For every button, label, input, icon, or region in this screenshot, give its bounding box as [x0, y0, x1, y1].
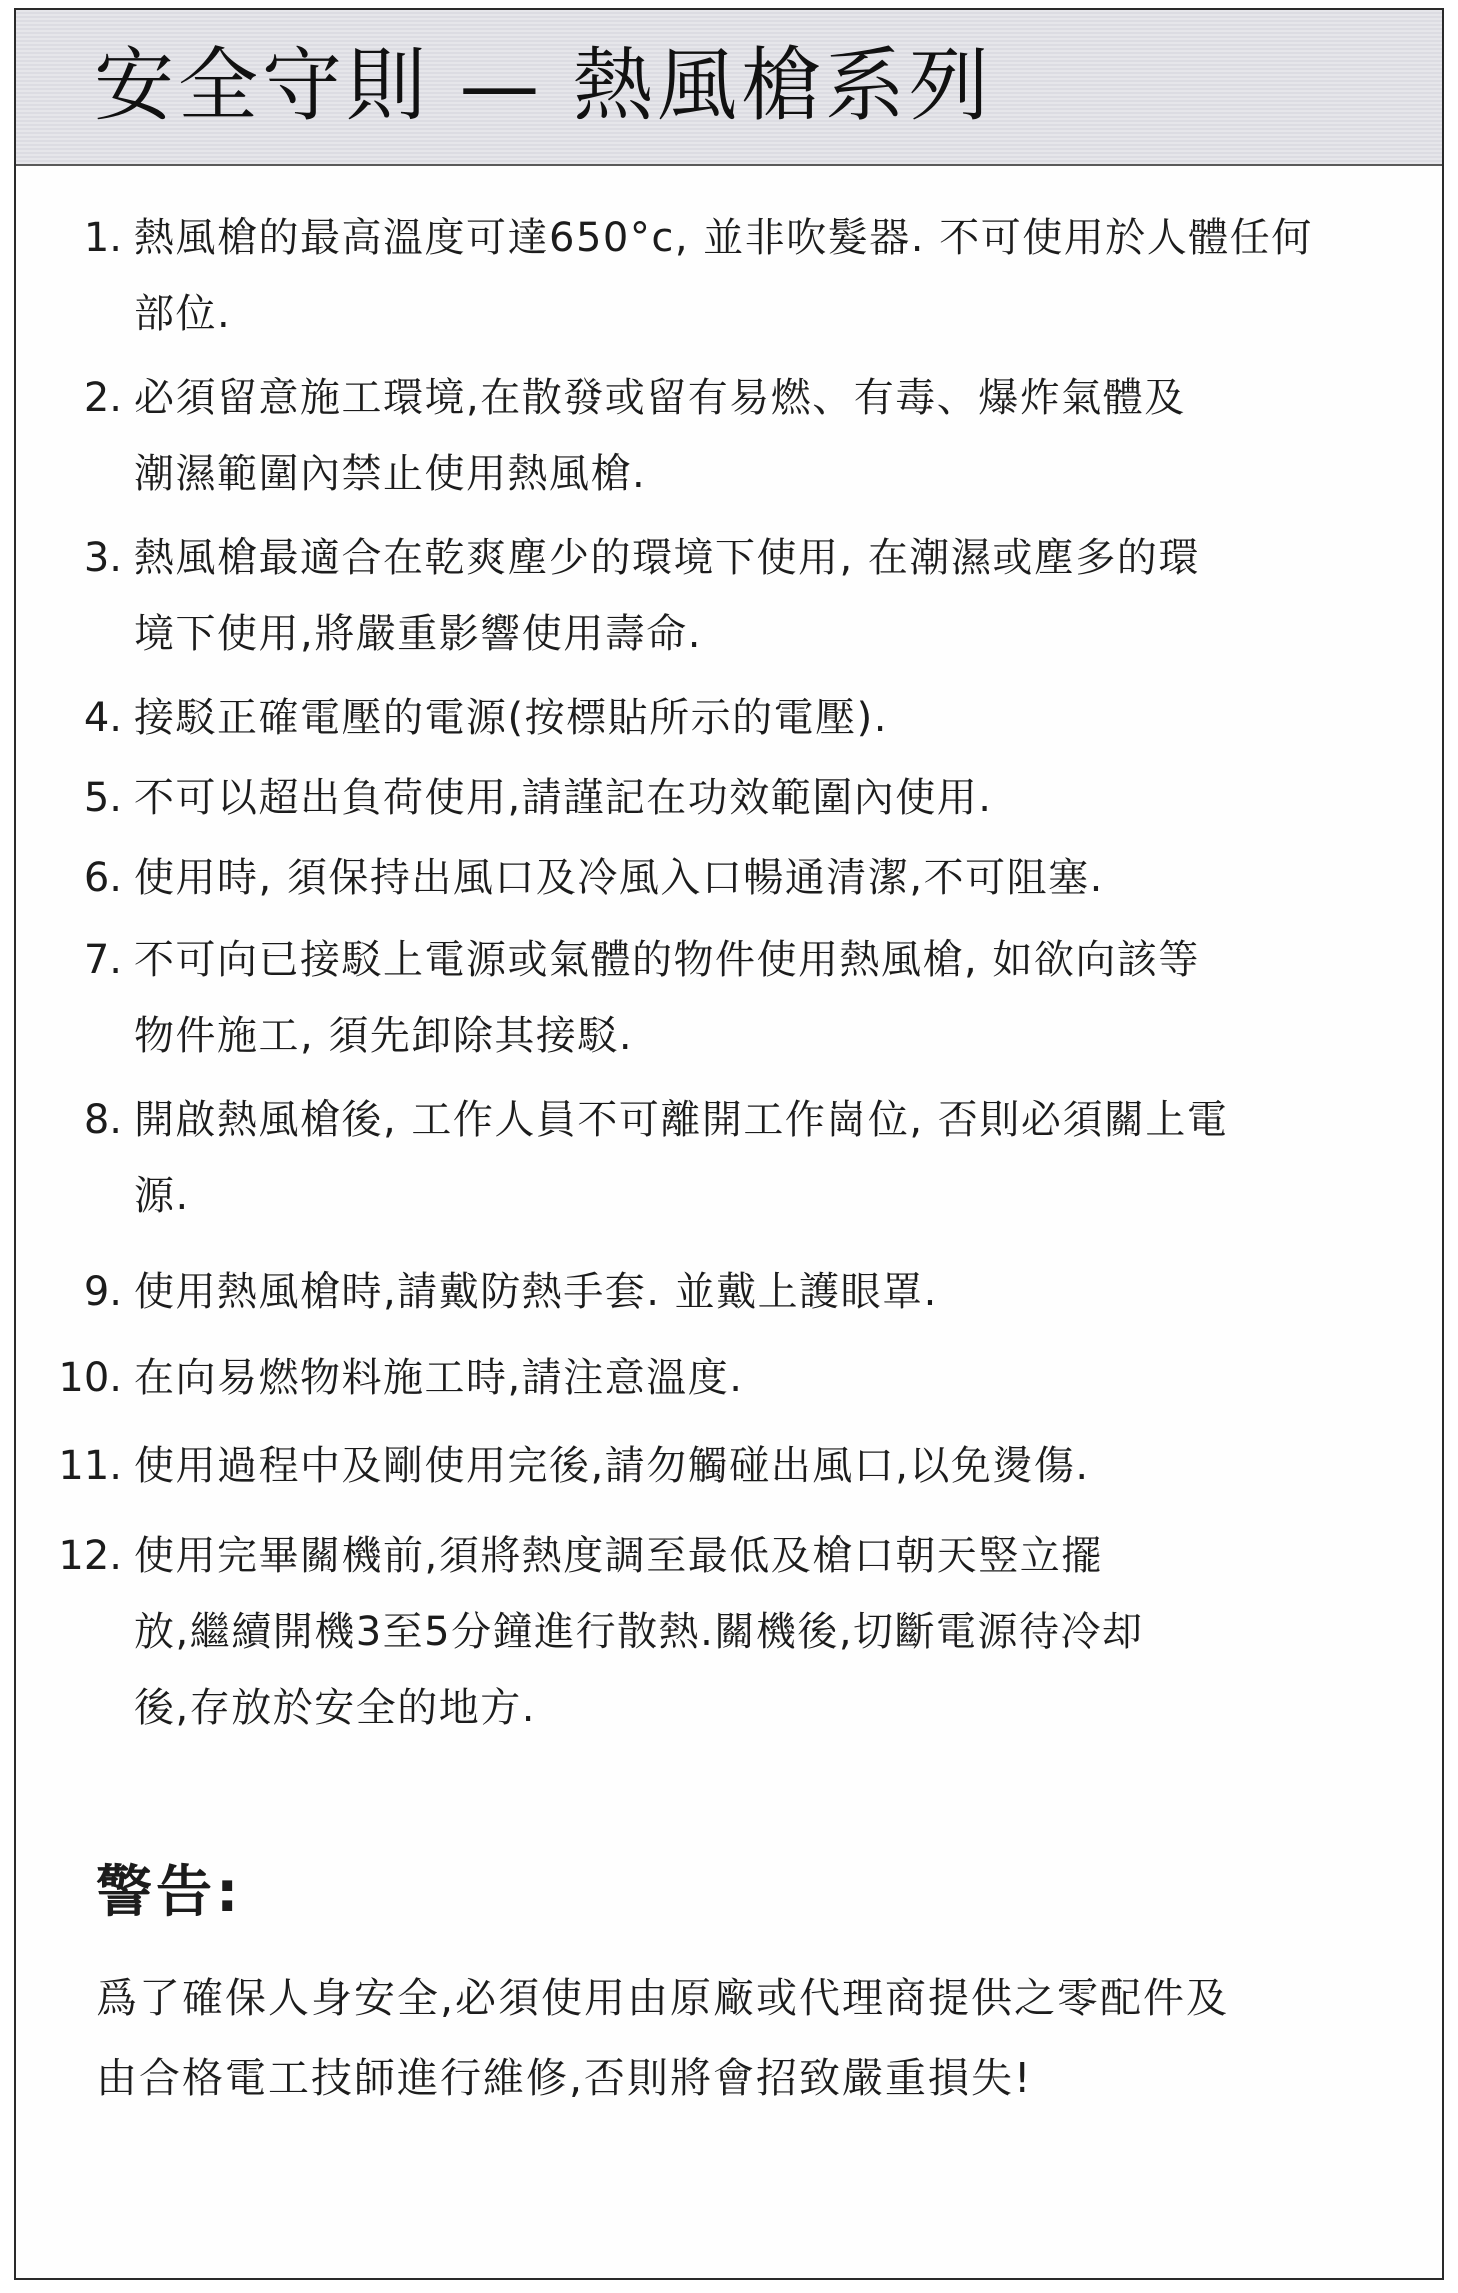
- rule-text: 熱風槍的最高溫度可達650°c, 並非吹髮器. 不可使用於人體任何 部位.: [134, 215, 1313, 337]
- safety-sheet: [14, 8, 1444, 2280]
- rule-number: 8.: [83, 1097, 122, 1143]
- rule-text: 使用熱風槍時,請戴防熱手套. 並戴上護眼罩.: [134, 1269, 938, 1315]
- rule-number: 3.: [83, 535, 122, 581]
- rule-number: 12.: [58, 1533, 122, 1579]
- rule-text: 使用時, 須保持出風口及冷風入口暢通清潔,不可阻塞.: [134, 855, 1104, 901]
- rule-text: 接駁正確電壓的電源(按標貼所示的電壓).: [134, 695, 888, 741]
- rule-text: 必須留意施工環境,在散發或留有易燃、有毒、爆炸氣體及 潮濕範圍內禁止使用熱風槍.: [134, 375, 1186, 497]
- rule-number: 6.: [83, 855, 122, 901]
- rule-text: 不可以超出負荷使用,請謹記在功效範圍內使用.: [134, 775, 993, 821]
- rule-number: 10.: [58, 1355, 122, 1401]
- warning-heading: 警告:: [96, 1860, 243, 1925]
- page-title: 安全守則 — 熱風槍系列: [94, 39, 993, 132]
- rule-text: 不可向已接駁上電源或氣體的物件使用熱風槍, 如欲向該等 物件施工, 須先卸除其接駁.: [134, 937, 1200, 1059]
- rule-number: 11.: [58, 1443, 122, 1489]
- rule-text: 開啟熱風槍後, 工作人員不可離開工作崗位, 否則必須關上電 源.: [134, 1097, 1229, 1219]
- rule-number: 9.: [83, 1269, 122, 1315]
- rule-number: 4.: [83, 695, 122, 741]
- rule-text: 使用完畢關機前,須將熱度調至最低及槍口朝天竪立擺 放,繼續開機3至5分鐘進行散熱.關機後,切斷電源待冷却 後,存放於安全的地方.: [134, 1533, 1144, 1731]
- title-band: [16, 10, 1442, 166]
- warning-text: 爲了確保人身安全,必須使用由原廠或代理商提供之零配件及 由合格電工技師進行維修,否則將會招致嚴重損失!: [96, 1974, 1230, 2102]
- rule-text: 在向易燃物料施工時,請注意溫度.: [134, 1355, 744, 1401]
- rule-number: 2.: [83, 375, 122, 421]
- rule-number: 1.: [83, 215, 122, 261]
- rule-number: 7.: [83, 937, 122, 983]
- rule-number: 5.: [83, 775, 122, 821]
- rule-text: 使用過程中及剛使用完後,請勿觸碰出風口,以免燙傷.: [134, 1443, 1090, 1489]
- rule-text: 熱風槍最適合在乾爽塵少的環境下使用, 在潮濕或塵多的環 境下使用,將嚴重影響使用壽命.: [134, 535, 1200, 657]
